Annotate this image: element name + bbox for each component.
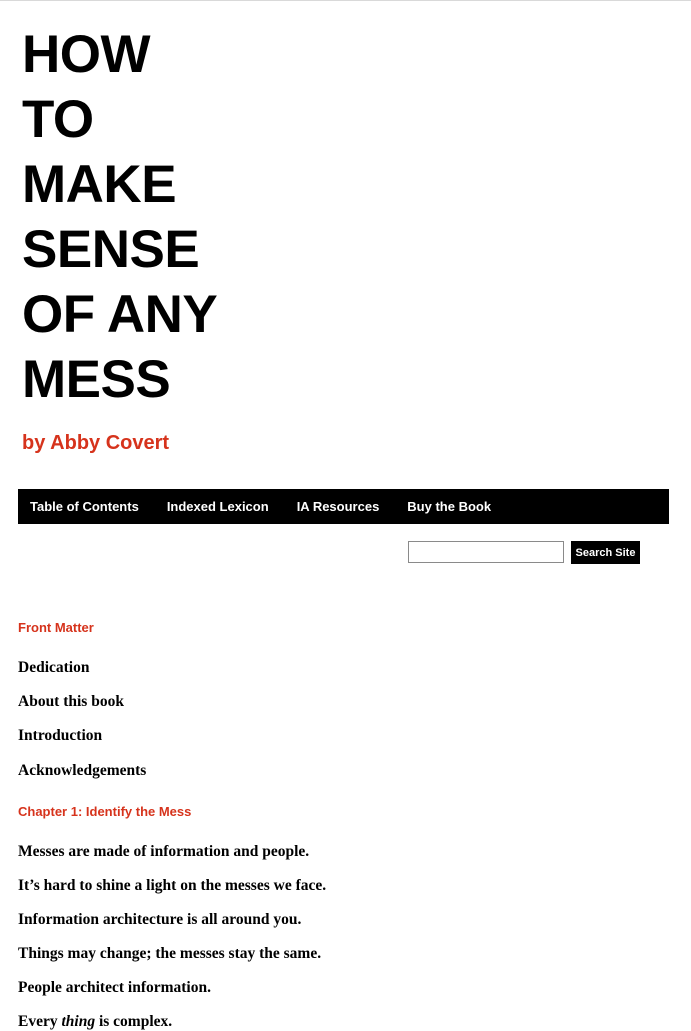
toc-link-text: is complex. [95,1013,173,1030]
toc-link-dedication[interactable]: Dedication [18,659,90,676]
toc-link[interactable]: Things may change; the messes stay the same. [18,945,322,962]
top-rule [0,0,691,1]
title-line: MAKE [22,155,177,214]
title-line: OF ANY [22,285,218,344]
search-input[interactable] [408,541,564,563]
title-line: HOW [22,25,151,84]
toc-link[interactable]: Information architecture is all around you. [18,911,302,928]
main-nav [18,489,669,524]
search-button[interactable]: Search Site [571,541,640,564]
nav-table-of-contents[interactable]: Table of Contents [30,499,139,514]
toc-link-introduction[interactable]: Introduction [18,727,103,744]
title-line: SENSE [22,220,200,279]
toc-link-acknowledgements[interactable]: Acknowledgements [18,762,147,779]
section-heading-chapter-1: Chapter 1: Identify the Mess [18,804,192,819]
section-heading-front-matter: Front Matter [18,620,94,635]
title-line: MESS [22,350,171,409]
toc-link[interactable]: People architect information. [18,979,211,996]
toc-link[interactable]: It’s hard to shine a light on the messes we face. [18,877,327,894]
toc-link-about-this-book[interactable]: About this book [18,693,124,710]
nav-indexed-lexicon[interactable]: Indexed Lexicon [166,499,269,514]
toc-link-text: Every [18,1013,62,1030]
toc-link-every-thing-is-complex[interactable] [18,1013,172,1031]
author-byline: by Abby Covert [22,432,170,454]
toc-link[interactable]: Messes are made of information and people. [18,843,310,860]
nav-ia-resources[interactable]: IA Resources [296,499,380,514]
site-title[interactable] [22,22,217,412]
title-line: TO [22,90,94,149]
nav-buy-the-book[interactable]: Buy the Book [407,499,492,514]
toc-link-emphasis: thing [61,1013,96,1030]
